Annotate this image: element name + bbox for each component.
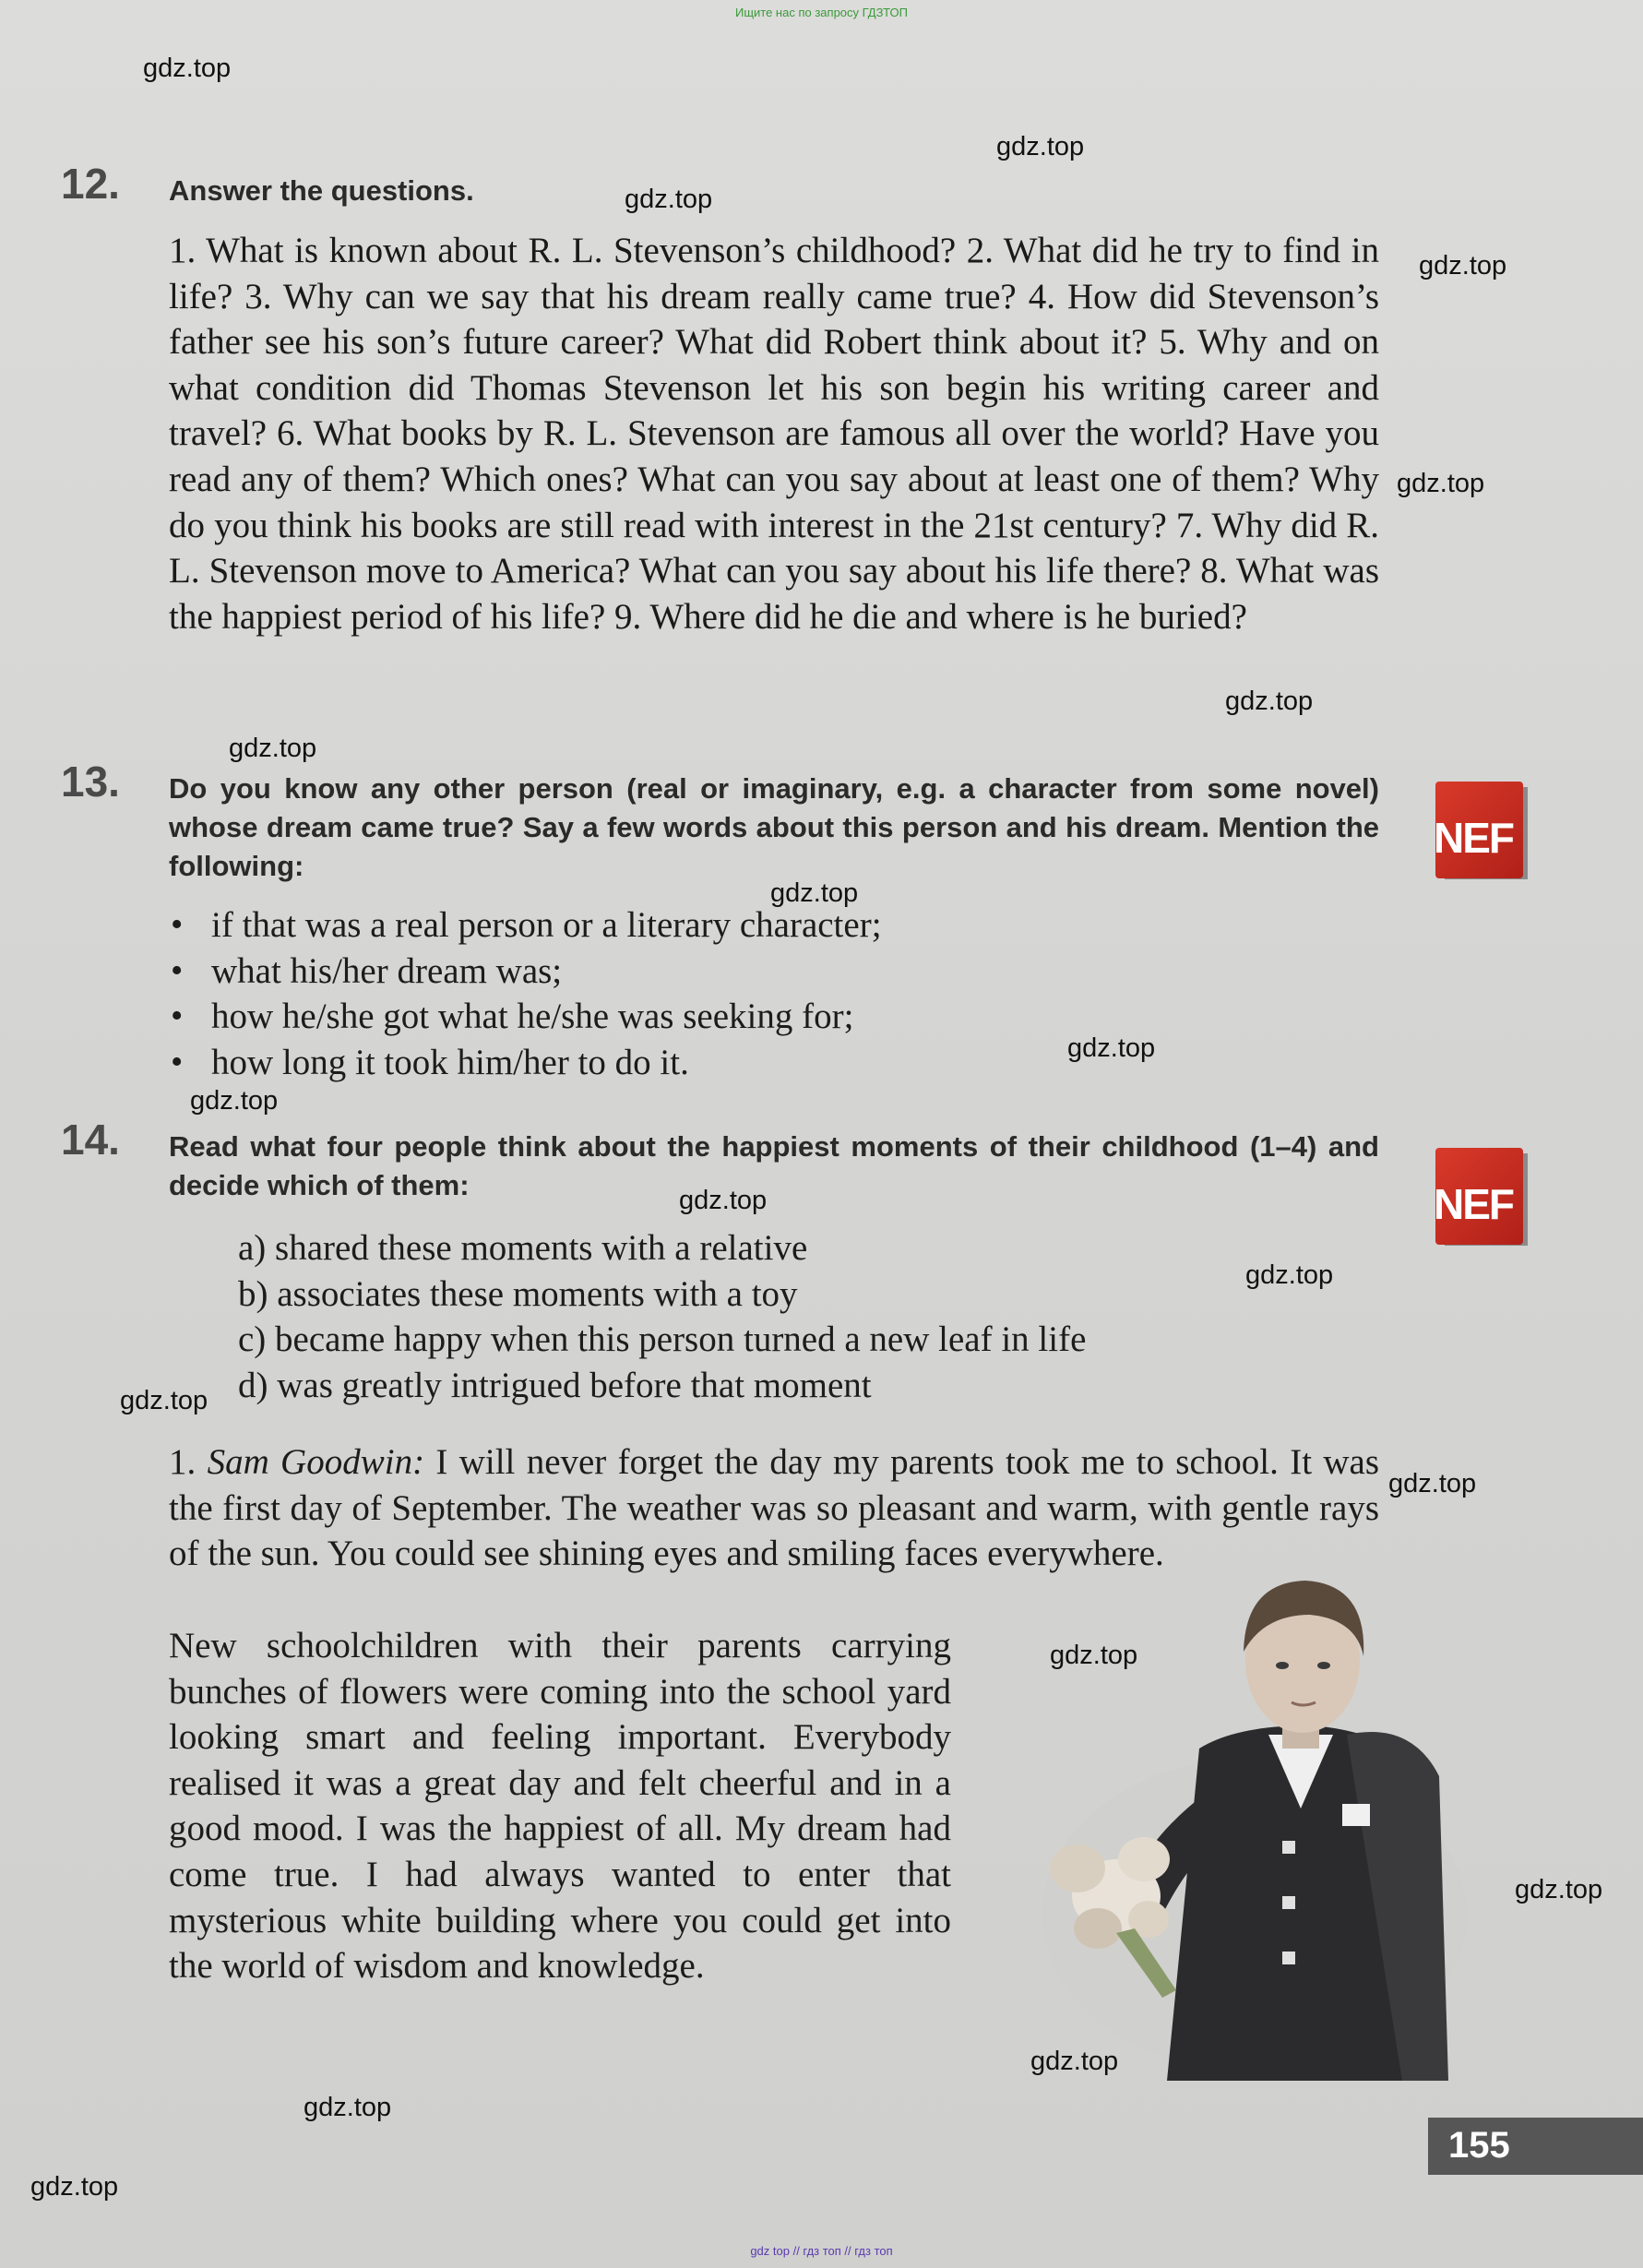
narrative-intro-text: I will never forget the day my parents took me to school. It was the first day of September. The weather was so pleasant and warm, with gentle rays of the sun. You could see shining eyes and smiling faces everywhere. bbox=[169, 1442, 1379, 1574]
exercise-12-number: 12. bbox=[61, 160, 120, 208]
watermark: gdz.top bbox=[1515, 1875, 1603, 1904]
watermark: gdz.top bbox=[143, 54, 232, 83]
narrative-continuation: New schoolchildren with their parents carrying bunches of flowers were coming into the school yard looking smart and feeling important. Everybody realised it was a great day and felt cheerful and in a good mood. I was the happiest of all. My dream had come true. I had always wanted to enter that mysterious white building where you could get into the world of wisdom and knowledge. bbox=[169, 1626, 951, 1987]
exercise-13-instruction: Do you know any other person (real or imaginary, e.g. a character from some novel) whose dream came true? Say a few words about this person and his dream. Mention the following: bbox=[169, 772, 1379, 882]
watermark: gdz.top bbox=[1419, 251, 1507, 281]
option-c: c) became happy when this person turned a new leaf in life bbox=[238, 1319, 1087, 1360]
list-item: • what his/her dream was; bbox=[169, 949, 1368, 995]
watermark: gdz.top bbox=[1050, 1641, 1138, 1670]
watermark: gdz.top bbox=[770, 878, 859, 908]
exercise-12-questions: 1. What is known about R. L. Stevenson’s childhood? 2. What did he try to find in life? 3. Why can we say that his dream really came true? 4. How did Stevenson’s father see his son’s future career? What did Robert think about it? 5. Why and on what condition did Thomas Stevenson let his son begin his writing career and travel? 6. What books by R. L. Stevenson are famous all over the world? Have you read any of them? Which ones? What can you say about at least one of them? Why do you think his books are still read with interest in the 21st century? 7. Why did R. L. Stevenson move to America? What can you say about his life there? 8. What was the happiest period of his life? 9. Where did he die and where is he buried? bbox=[169, 231, 1379, 637]
exercise-14-options bbox=[238, 1225, 1391, 1408]
watermark: gdz.top bbox=[1245, 1260, 1334, 1290]
watermark: gdz.top bbox=[229, 734, 317, 763]
watermark: gdz.top bbox=[120, 1386, 208, 1415]
exercise-14-instruction: Read what four people think about the happiest moments of their childhood (1–4) and decide which of them: bbox=[169, 1130, 1379, 1201]
watermark: gdz.top bbox=[679, 1186, 768, 1215]
list-item: • if that was a real person or a literary character; bbox=[169, 902, 1368, 949]
nef-badge bbox=[1435, 782, 1528, 883]
option-a: a) shared these moments with a relative bbox=[238, 1228, 808, 1268]
watermark: gdz.top bbox=[190, 1086, 279, 1116]
top-banner[interactable]: Ищите нас по запросу ГДЗТОП bbox=[734, 6, 908, 19]
watermark: gdz.top bbox=[1225, 686, 1314, 716]
exercise-13-bullet-list bbox=[169, 902, 1368, 1085]
page-number: 155 bbox=[1448, 2125, 1510, 2166]
list-item: • how long it took him/her to do it. bbox=[169, 1040, 1368, 1086]
bottom-banner[interactable]: gdz top // гдз топ // гдз топ bbox=[750, 2244, 893, 2258]
narrative-number: 1. bbox=[169, 1442, 196, 1482]
exercise-12-instruction: Answer the questions. bbox=[169, 174, 474, 207]
watermark: gdz.top bbox=[625, 185, 713, 214]
exercise-14-number: 14. bbox=[61, 1116, 120, 1164]
list-item: • how he/she got what he/she was seeking for; bbox=[169, 994, 1368, 1040]
nef-badge-label: NEF bbox=[1434, 814, 1513, 862]
watermark: gdz.top bbox=[1397, 469, 1485, 498]
watermark: gdz.top bbox=[996, 132, 1085, 161]
watermark: gdz.top bbox=[1388, 1469, 1477, 1498]
watermark: gdz.top bbox=[304, 2093, 392, 2122]
exercise-13-number: 13. bbox=[61, 758, 120, 806]
watermark: gdz.top bbox=[30, 2172, 119, 2202]
watermark: gdz.top bbox=[1030, 2047, 1119, 2076]
nef-badge bbox=[1435, 1148, 1528, 1249]
option-b: b) associates these moments with a toy bbox=[238, 1273, 798, 1314]
page-number-box bbox=[1428, 2118, 1643, 2175]
narrator-name: Sam Goodwin: bbox=[207, 1442, 425, 1482]
option-d: d) was greatly intrigued before that moment bbox=[238, 1365, 872, 1405]
nef-badge-label: NEF bbox=[1434, 1180, 1513, 1228]
narrative-intro bbox=[169, 1439, 1379, 1577]
watermark: gdz.top bbox=[1067, 1033, 1156, 1063]
